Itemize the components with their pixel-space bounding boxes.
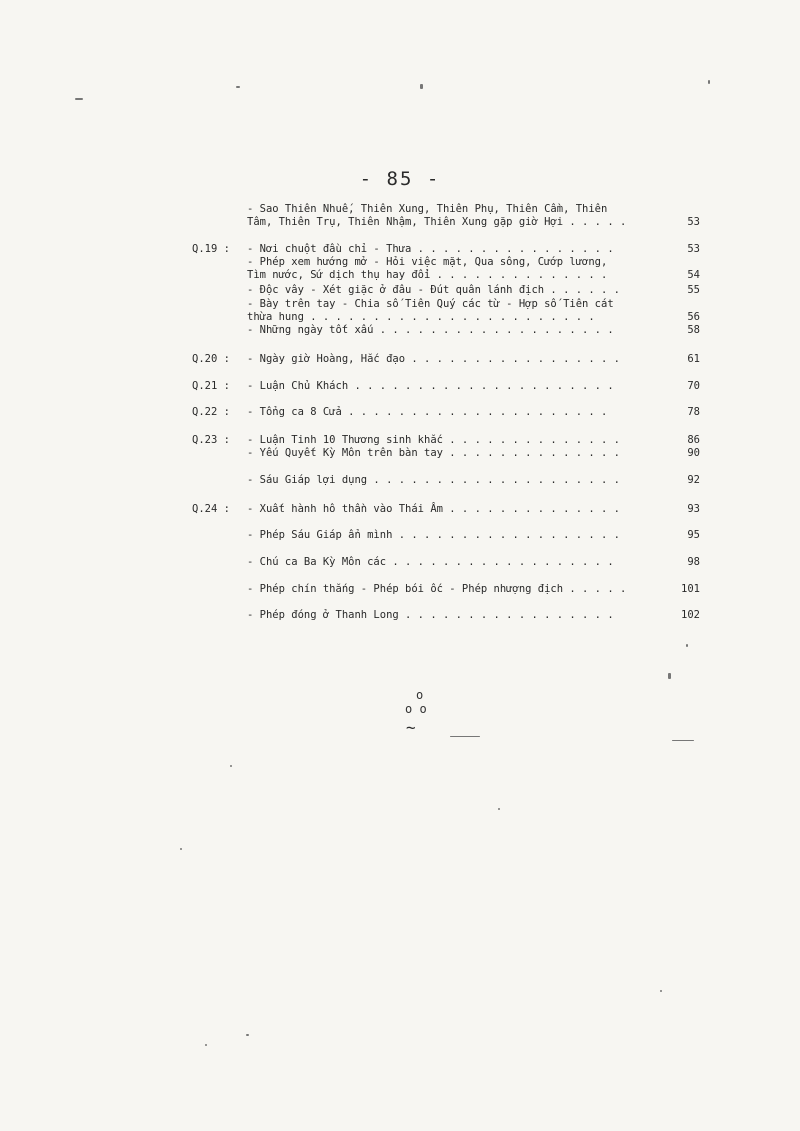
toc-page: 54 [687,269,700,281]
scan-speck [205,1044,207,1046]
toc-page: 101 [681,583,700,595]
toc-title: - Nơi chuột đầu chỉ - Thưa . . . . . . . . . . . . . . . . [247,243,614,255]
toc-page: 98 [687,556,700,568]
toc-title: - Sáu Giáp lợi dụng . . . . . . . . . . . . . . . . . . . . [247,474,620,486]
toc-page: 78 [687,406,700,418]
toc-page: 102 [681,609,700,621]
toc-title: - Phép chín thắng - Phép bói ốc - Phép nhượng địch . . . . . [247,583,627,595]
toc-title: - Chú ca Ba Kỳ Môn các . . . . . . . . . . . . . . . . . . [247,556,614,568]
toc-title: - Luận Tinh 10 Thương sinh khắc . . . . . . . . . . . . . . [247,434,620,446]
scan-speck [420,84,423,89]
toc-title: - Phép Sáu Giáp ẩn mình . . . . . . . . . . . . . . . . . . [247,529,620,541]
scan-speck [236,86,240,88]
toc-title: - Phép đóng ở Thanh Long . . . . . . . . . . . . . . . . . [247,609,614,621]
toc-page: 53 [687,216,700,228]
toc-title: - Xuất hành hô thần vào Thái Âm . . . . . . . . . . . . . . [247,503,620,515]
scan-speck [450,736,480,737]
toc-page: 56 [687,311,700,323]
scan-speck [246,1034,249,1036]
toc-page: 95 [687,529,700,541]
toc-page: 58 [687,324,700,336]
toc-page: 93 [687,503,700,515]
toc-page: 61 [687,353,700,365]
toc-title: Tìm nước, Sứ dịch thụ hay đổi . . . . . . . . . . . . . . [247,269,608,281]
toc-page: 90 [687,447,700,459]
toc-page: 70 [687,380,700,392]
toc-title: Tâm, Thiên Trụ, Thiên Nhậm, Thiên Xung gặp giờ Hợi . . . . . [247,216,627,228]
toc-title: - Sao Thiên Nhuế, Thiên Xung, Thiên Phụ, Thiên Cầm, Thiên [247,203,608,215]
toc-title: - Phép xem hướng mở - Hỏi việc mặt, Qua sông, Cướp lương, [247,256,608,268]
ornament-top: o [416,688,424,702]
scan-speck [230,765,232,767]
scan-speck [75,98,83,100]
toc-title: - Độc vây - Xét giặc ở đâu - Đút quân lánh địch . . . . . . [247,284,620,296]
scan-speck [660,990,662,992]
page-number: - 85 - [359,168,441,190]
toc-title: - Yếu Quyết Kỳ Môn trên bàn tay . . . . . . . . . . . . . . [247,447,620,459]
toc-title: - Tổng ca 8 Cửa . . . . . . . . . . . . . . . . . . . . . [247,406,608,418]
scan-speck [672,740,694,741]
toc-title: - Bày trên tay - Chia số Tiên Quý các từ - Hợp số Tiên cát [247,298,614,310]
toc-title: thừa hung . . . . . . . . . . . . . . . . . . . . . . . [247,311,595,323]
toc-section: Q.19 : [192,243,230,255]
toc-section: Q.24 : [192,503,230,515]
toc-section: Q.23 : [192,434,230,446]
toc-title: - Ngày giờ Hoàng, Hắc đạo . . . . . . . . . . . . . . . . . [247,353,620,365]
scan-speck [180,848,182,850]
toc-page: 55 [687,284,700,296]
toc-page: 53 [687,243,700,255]
scan-speck [708,80,710,84]
ornament-tilde: ~ [406,718,416,737]
scan-speck [686,644,688,647]
toc-section: Q.20 : [192,353,230,365]
toc-section: Q.22 : [192,406,230,418]
toc-page: 86 [687,434,700,446]
ornament-middle: o o [405,702,427,716]
toc-title: - Những ngày tốt xấu . . . . . . . . . . . . . . . . . . . [247,324,614,336]
toc-title: - Luận Chủ Khách . . . . . . . . . . . . . . . . . . . . . [247,380,614,392]
scan-speck [498,808,500,810]
toc-section: Q.21 : [192,380,230,392]
scan-speck [668,673,671,679]
toc-page: 92 [687,474,700,486]
